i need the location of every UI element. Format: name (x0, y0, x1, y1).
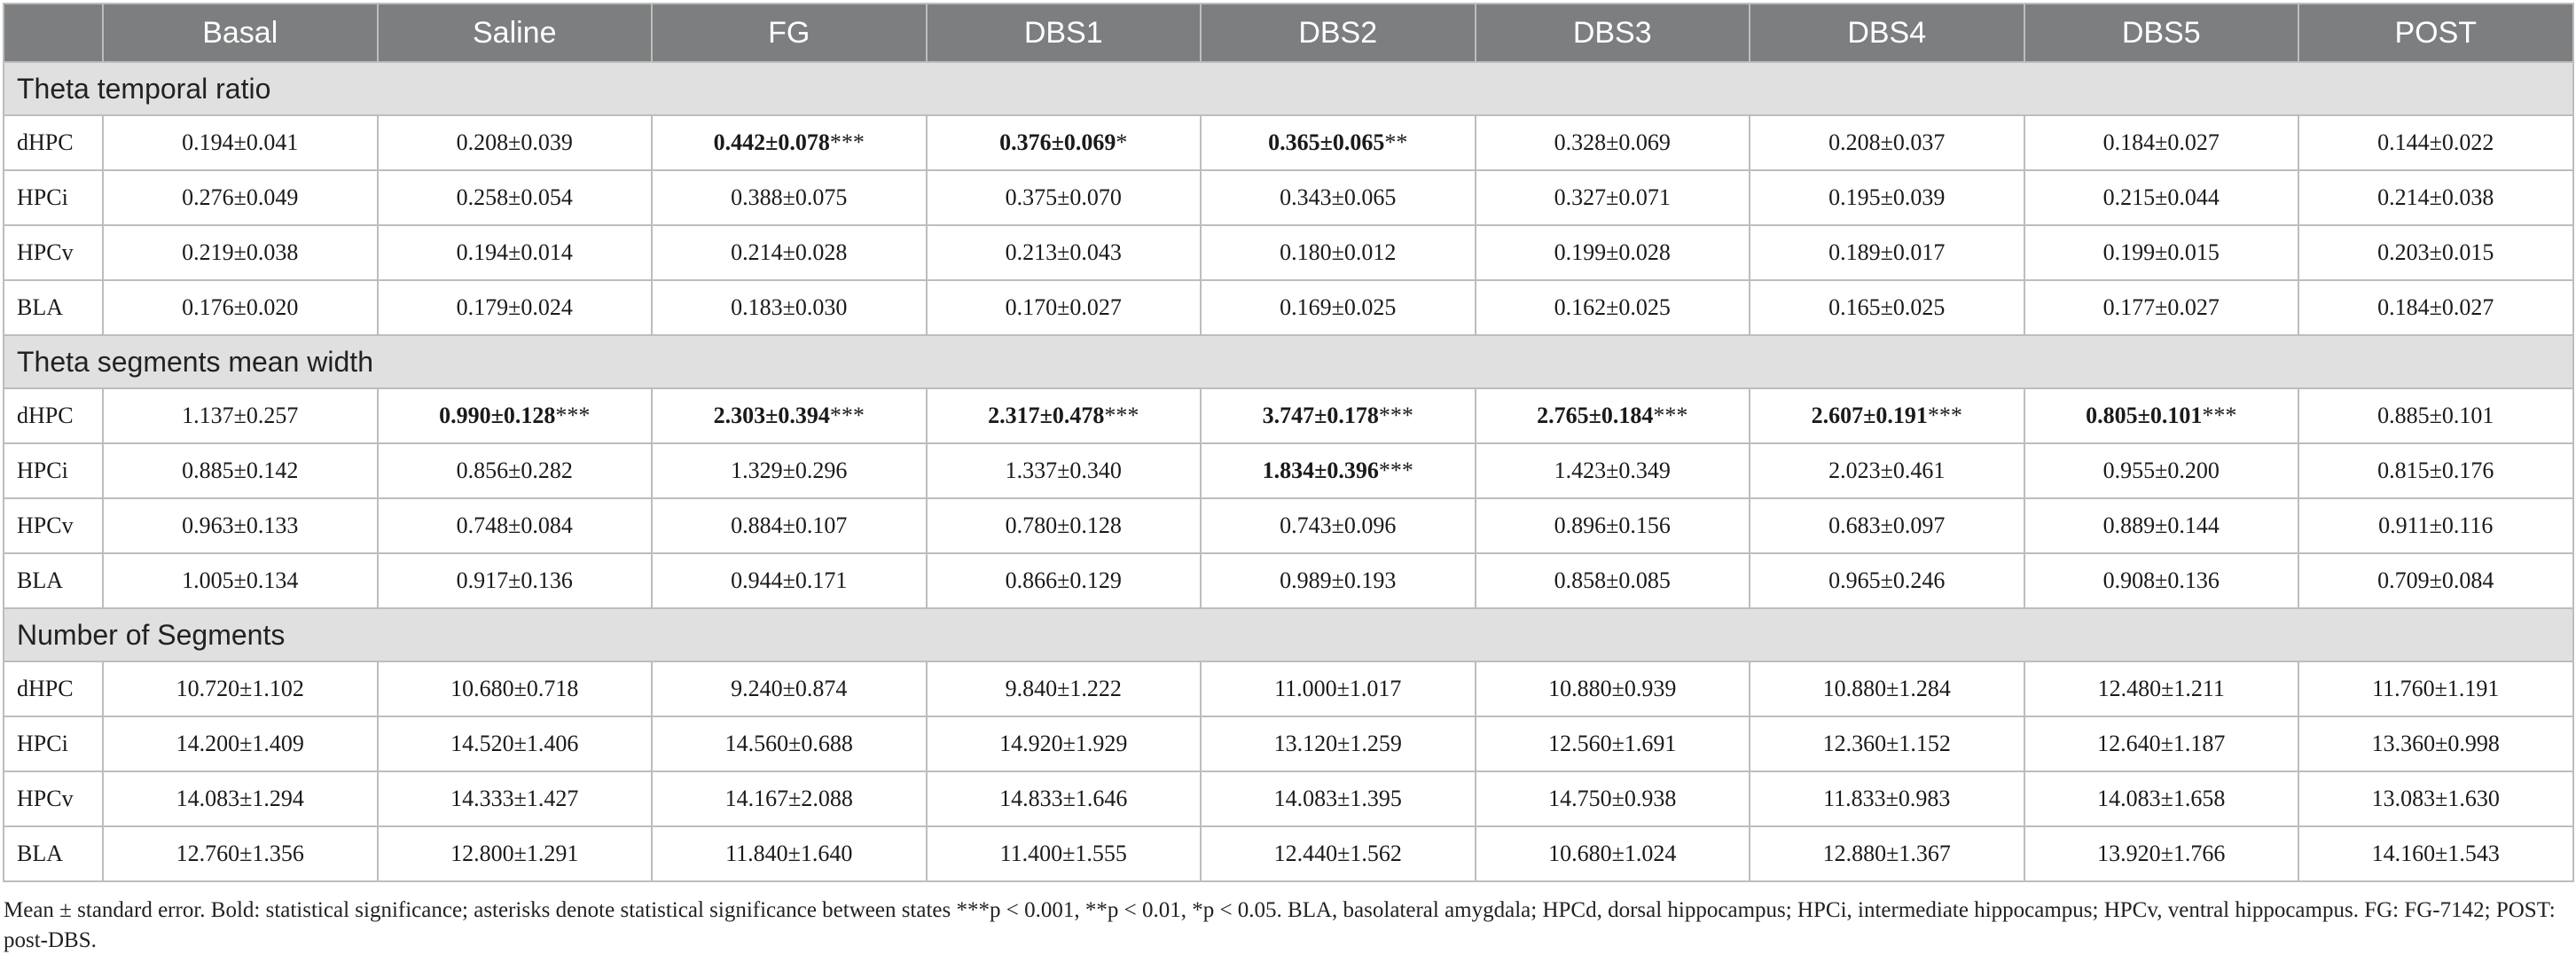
table-row (4, 225, 2573, 280)
table-cell (927, 115, 1202, 170)
table-cell (378, 826, 653, 881)
cell-value: 0.208±0.039 (456, 129, 573, 155)
table-cell (103, 716, 378, 771)
section-title: Number of Segments (4, 608, 2573, 661)
significance-marker: *** (555, 403, 591, 428)
cell-value: 1.834±0.396 (1262, 458, 1379, 483)
table-cell (1476, 280, 1750, 335)
row-label: HPCv (4, 498, 103, 553)
table-cell (2298, 826, 2573, 881)
cell-value: 14.750±0.938 (1548, 786, 1677, 811)
cell-value: 0.184±0.027 (2377, 294, 2494, 320)
table-cell (927, 225, 1202, 280)
table-cell (1750, 661, 2024, 716)
table-cell (2024, 553, 2299, 608)
cell-value: 9.240±0.874 (731, 676, 848, 701)
cell-value: 12.640±1.187 (2097, 731, 2226, 756)
cell-value: 0.896±0.156 (1554, 512, 1671, 538)
table-cell (2024, 388, 2299, 443)
table-cell (378, 443, 653, 498)
cell-value: 0.858±0.085 (1554, 567, 1671, 593)
table-cell (378, 280, 653, 335)
table-row (4, 553, 2573, 608)
row-label: HPCi (4, 170, 103, 225)
table-cell (1750, 716, 2024, 771)
cell-value: 0.442±0.078 (713, 129, 830, 155)
cell-value: 10.720±1.102 (176, 676, 304, 701)
cell-value: 2.765±0.184 (1537, 403, 1654, 428)
cell-value: 14.083±1.294 (176, 786, 304, 811)
table-container (3, 3, 2572, 882)
row-label: HPCv (4, 771, 103, 826)
table-cell (2024, 170, 2299, 225)
table-cell (1476, 498, 1750, 553)
cell-value: 11.833±0.983 (1823, 786, 1951, 811)
table-cell (1201, 716, 1476, 771)
table-cell (652, 115, 927, 170)
column-header: DBS5 (2024, 4, 2299, 62)
table-row (4, 170, 2573, 225)
column-header: DBS3 (1476, 4, 1750, 62)
significance-marker: *** (1378, 458, 1413, 483)
cell-value: 13.120±1.259 (1273, 731, 1402, 756)
cell-value: 0.169±0.025 (1280, 294, 1397, 320)
table-cell (652, 443, 927, 498)
cell-value: 11.000±1.017 (1274, 676, 1402, 701)
table-cell (2024, 716, 2299, 771)
significance-marker: *** (829, 129, 865, 155)
cell-value: 0.258±0.054 (456, 184, 573, 210)
table-cell (652, 170, 927, 225)
table-cell (2024, 661, 2299, 716)
cell-value: 0.815±0.176 (2377, 458, 2494, 483)
table-cell (1476, 388, 1750, 443)
cell-value: 0.214±0.038 (2377, 184, 2494, 210)
cell-value: 0.805±0.101 (2086, 403, 2203, 428)
table-cell (1201, 553, 1476, 608)
table-cell (1476, 716, 1750, 771)
row-label: HPCi (4, 443, 103, 498)
table-cell (2298, 716, 2573, 771)
table-cell (103, 115, 378, 170)
cell-value: 0.327±0.071 (1554, 184, 1671, 210)
table-cell (1201, 280, 1476, 335)
table-cell (378, 716, 653, 771)
table-cell (103, 498, 378, 553)
cell-value: 0.683±0.097 (1828, 512, 1946, 538)
cell-value: 0.965±0.246 (1828, 567, 1946, 593)
table-cell (378, 388, 653, 443)
table-cell (1476, 225, 1750, 280)
row-label: BLA (4, 280, 103, 335)
cell-value: 1.423±0.349 (1554, 458, 1671, 483)
cell-value: 0.165±0.025 (1828, 294, 1946, 320)
table-cell (103, 826, 378, 881)
table-row (4, 443, 2573, 498)
cell-value: 14.833±1.646 (999, 786, 1128, 811)
table-cell (103, 771, 378, 826)
table-cell (1201, 661, 1476, 716)
table-cell (1201, 498, 1476, 553)
table-cell (927, 443, 1202, 498)
table-cell (927, 388, 1202, 443)
cell-value: 0.343±0.065 (1280, 184, 1397, 210)
table-cell (1476, 661, 1750, 716)
cell-value: 14.083±1.395 (1273, 786, 1402, 811)
row-label: dHPC (4, 115, 103, 170)
table-body (4, 62, 2573, 881)
table-cell (1201, 771, 1476, 826)
table-cell (927, 498, 1202, 553)
cell-value: 0.375±0.070 (1005, 184, 1122, 210)
cell-value: 14.160±1.543 (2371, 841, 2500, 866)
cell-value: 0.885±0.101 (2377, 403, 2494, 428)
cell-value: 0.990±0.128 (439, 403, 556, 428)
table-row (4, 498, 2573, 553)
cell-value: 0.276±0.049 (182, 184, 299, 210)
cell-value: 14.167±2.088 (724, 786, 853, 811)
table-cell (927, 553, 1202, 608)
table-cell (378, 170, 653, 225)
table-cell (2298, 388, 2573, 443)
table-cell (652, 826, 927, 881)
table-cell (1750, 443, 2024, 498)
table-cell (2024, 498, 2299, 553)
table-cell (1750, 498, 2024, 553)
table-cell (1476, 553, 1750, 608)
cell-value: 0.856±0.282 (456, 458, 573, 483)
cell-value: 14.333±1.427 (450, 786, 579, 811)
table-cell (1201, 826, 1476, 881)
cell-value: 13.083±1.630 (2371, 786, 2500, 811)
significance-marker: * (1116, 129, 1128, 155)
section-title: Theta temporal ratio (4, 62, 2573, 115)
column-header: DBS4 (1750, 4, 2024, 62)
table-cell (652, 498, 927, 553)
table-cell (1201, 170, 1476, 225)
cell-value: 0.208±0.037 (1828, 129, 1946, 155)
significance-marker: ** (1384, 129, 1408, 155)
table-cell (652, 771, 927, 826)
cell-value: 0.955±0.200 (2102, 458, 2220, 483)
cell-value: 0.908±0.136 (2102, 567, 2220, 593)
table-cell (1750, 388, 2024, 443)
table-cell (927, 716, 1202, 771)
cell-value: 2.317±0.478 (988, 403, 1105, 428)
table-cell (2024, 280, 2299, 335)
table-cell (927, 771, 1202, 826)
section-row (4, 62, 2573, 115)
table-row (4, 115, 2573, 170)
cell-value: 10.680±1.024 (1548, 841, 1677, 866)
table-cell (2024, 771, 2299, 826)
column-header: DBS1 (927, 4, 1202, 62)
cell-value: 0.866±0.129 (1005, 567, 1122, 593)
column-header (4, 4, 103, 62)
cell-value: 0.189±0.017 (1828, 239, 1946, 265)
cell-value: 3.747±0.178 (1262, 403, 1379, 428)
header-row (4, 4, 2573, 62)
table-cell (1750, 280, 2024, 335)
cell-value: 13.920±1.766 (2097, 841, 2226, 866)
cell-value: 14.520±1.406 (450, 731, 579, 756)
table-cell (2298, 443, 2573, 498)
table-cell (2024, 826, 2299, 881)
cell-value: 0.203±0.015 (2377, 239, 2494, 265)
table-cell (1476, 826, 1750, 881)
data-table (3, 3, 2574, 882)
row-label: HPCv (4, 225, 103, 280)
table-cell (2298, 661, 2573, 716)
cell-value: 1.005±0.134 (182, 567, 299, 593)
table-cell (378, 225, 653, 280)
cell-value: 0.743±0.096 (1280, 512, 1397, 538)
table-cell (2298, 280, 2573, 335)
significance-marker: *** (1927, 403, 1962, 428)
table-row (4, 388, 2573, 443)
cell-value: 14.560±0.688 (724, 731, 853, 756)
section-row (4, 335, 2573, 388)
table-row (4, 661, 2573, 716)
cell-value: 0.219±0.038 (182, 239, 299, 265)
cell-value: 0.963±0.133 (182, 512, 299, 538)
table-footnote: Mean ± standard error. Bold: statistical significance; asterisks denote statistical significance between states ***p < 0.001, **p < 0.01, *p < 0.05. BLA, basolateral amygdala; HPCd, dorsal hippocampus; HPCi, intermediate hippocampus; HPCv, ventral hippocampus. FG: FG-7142; POST: post-DBS. (4, 898, 2556, 952)
table-cell (652, 225, 927, 280)
table-cell (2298, 771, 2573, 826)
cell-value: 0.989±0.193 (1280, 567, 1397, 593)
table-cell (1750, 771, 2024, 826)
table-cell (1750, 826, 2024, 881)
table-cell (927, 170, 1202, 225)
table-row (4, 716, 2573, 771)
cell-value: 0.215±0.044 (2102, 184, 2220, 210)
cell-value: 0.194±0.041 (182, 129, 299, 155)
table-cell (103, 225, 378, 280)
table-cell (103, 170, 378, 225)
cell-value: 10.880±0.939 (1548, 676, 1677, 701)
cell-value: 0.944±0.171 (731, 567, 848, 593)
cell-value: 0.917±0.136 (456, 567, 573, 593)
table-cell (378, 115, 653, 170)
table-cell (103, 553, 378, 608)
cell-value: 1.337±0.340 (1005, 458, 1122, 483)
table-cell (1750, 170, 2024, 225)
table-cell (1476, 115, 1750, 170)
cell-value: 12.440±1.562 (1273, 841, 1402, 866)
table-cell (927, 826, 1202, 881)
cell-value: 0.213±0.043 (1005, 239, 1122, 265)
cell-value: 0.199±0.015 (2102, 239, 2220, 265)
table-cell (2024, 115, 2299, 170)
cell-value: 0.376±0.069 (999, 129, 1116, 155)
cell-value: 0.780±0.128 (1005, 512, 1122, 538)
cell-value: 0.176±0.020 (182, 294, 299, 320)
table-cell (378, 771, 653, 826)
table-cell (103, 443, 378, 498)
table-cell (652, 553, 927, 608)
table-cell (1201, 115, 1476, 170)
table-cell (2298, 115, 2573, 170)
cell-value: 13.360±0.998 (2371, 731, 2500, 756)
table-cell (652, 388, 927, 443)
cell-value: 0.170±0.027 (1005, 294, 1122, 320)
table-cell (1201, 225, 1476, 280)
cell-value: 12.360±1.152 (1822, 731, 1951, 756)
cell-value: 14.200±1.409 (176, 731, 304, 756)
table-cell (2024, 225, 2299, 280)
table-cell (1750, 553, 2024, 608)
table-cell (2298, 170, 2573, 225)
table-cell (2024, 443, 2299, 498)
cell-value: 12.880±1.367 (1822, 841, 1951, 866)
row-label: HPCi (4, 716, 103, 771)
cell-value: 0.144±0.022 (2377, 129, 2494, 155)
cell-value: 0.748±0.084 (456, 512, 573, 538)
table-cell (652, 716, 927, 771)
cell-value: 0.911±0.116 (2378, 512, 2494, 538)
cell-value: 12.480±1.211 (2097, 676, 2225, 701)
row-label: BLA (4, 553, 103, 608)
cell-value: 10.880±1.284 (1822, 676, 1951, 701)
table-cell (927, 661, 1202, 716)
cell-value: 0.214±0.028 (731, 239, 848, 265)
cell-value: 0.328±0.069 (1554, 129, 1671, 155)
section-title: Theta segments mean width (4, 335, 2573, 388)
section-row (4, 608, 2573, 661)
row-label: BLA (4, 826, 103, 881)
row-label: dHPC (4, 661, 103, 716)
table-cell (927, 280, 1202, 335)
cell-value: 0.194±0.014 (456, 239, 573, 265)
column-header: Basal (103, 4, 378, 62)
cell-value: 11.400±1.555 (999, 841, 1127, 866)
table-cell (1201, 443, 1476, 498)
table-cell (2298, 553, 2573, 608)
cell-value: 11.840±1.640 (725, 841, 853, 866)
table-row (4, 280, 2573, 335)
table-cell (378, 661, 653, 716)
table-cell (1750, 225, 2024, 280)
significance-marker: *** (829, 403, 865, 428)
column-header: POST (2298, 4, 2573, 62)
cell-value: 0.184±0.027 (2102, 129, 2220, 155)
cell-value: 10.680±0.718 (450, 676, 579, 701)
significance-marker: *** (2202, 403, 2237, 428)
table-cell (1476, 443, 1750, 498)
table-row (4, 826, 2573, 881)
table-cell (1476, 771, 1750, 826)
cell-value: 0.884±0.107 (731, 512, 848, 538)
table-cell (1201, 388, 1476, 443)
significance-marker: *** (1378, 403, 1413, 428)
cell-value: 14.920±1.929 (999, 731, 1128, 756)
cell-value: 0.180±0.012 (1280, 239, 1397, 265)
cell-value: 9.840±1.222 (1005, 676, 1122, 701)
row-label: dHPC (4, 388, 103, 443)
cell-value: 0.885±0.142 (182, 458, 299, 483)
cell-value: 12.560±1.691 (1548, 731, 1677, 756)
table-cell (652, 661, 927, 716)
cell-value: 0.889±0.144 (2102, 512, 2220, 538)
table-cell (103, 388, 378, 443)
cell-value: 14.083±1.658 (2097, 786, 2226, 811)
table-cell (652, 280, 927, 335)
significance-marker: *** (1653, 403, 1688, 428)
table-cell (1476, 170, 1750, 225)
significance-marker: *** (1104, 403, 1139, 428)
table-cell (2298, 498, 2573, 553)
table-cell (378, 498, 653, 553)
cell-value: 0.199±0.028 (1554, 239, 1671, 265)
cell-value: 11.760±1.191 (2372, 676, 2500, 701)
cell-value: 0.177±0.027 (2102, 294, 2220, 320)
column-header: Saline (378, 4, 653, 62)
cell-value: 0.179±0.024 (456, 294, 573, 320)
cell-value: 0.388±0.075 (731, 184, 848, 210)
cell-value: 0.162±0.025 (1554, 294, 1671, 320)
table-row (4, 771, 2573, 826)
table-cell (2298, 225, 2573, 280)
cell-value: 0.183±0.030 (731, 294, 848, 320)
cell-value: 0.365±0.065 (1268, 129, 1385, 155)
column-header: FG (652, 4, 927, 62)
cell-value: 1.137±0.257 (182, 403, 299, 428)
table-cell (103, 280, 378, 335)
table-cell (103, 661, 378, 716)
table-cell (378, 553, 653, 608)
cell-value: 2.607±0.191 (1811, 403, 1928, 428)
cell-value: 12.800±1.291 (450, 841, 579, 866)
cell-value: 0.709±0.084 (2377, 567, 2494, 593)
table-cell (1750, 115, 2024, 170)
cell-value: 1.329±0.296 (731, 458, 848, 483)
cell-value: 2.023±0.461 (1828, 458, 1946, 483)
column-header: DBS2 (1201, 4, 1476, 62)
cell-value: 12.760±1.356 (176, 841, 304, 866)
cell-value: 2.303±0.394 (713, 403, 830, 428)
cell-value: 0.195±0.039 (1828, 184, 1946, 210)
